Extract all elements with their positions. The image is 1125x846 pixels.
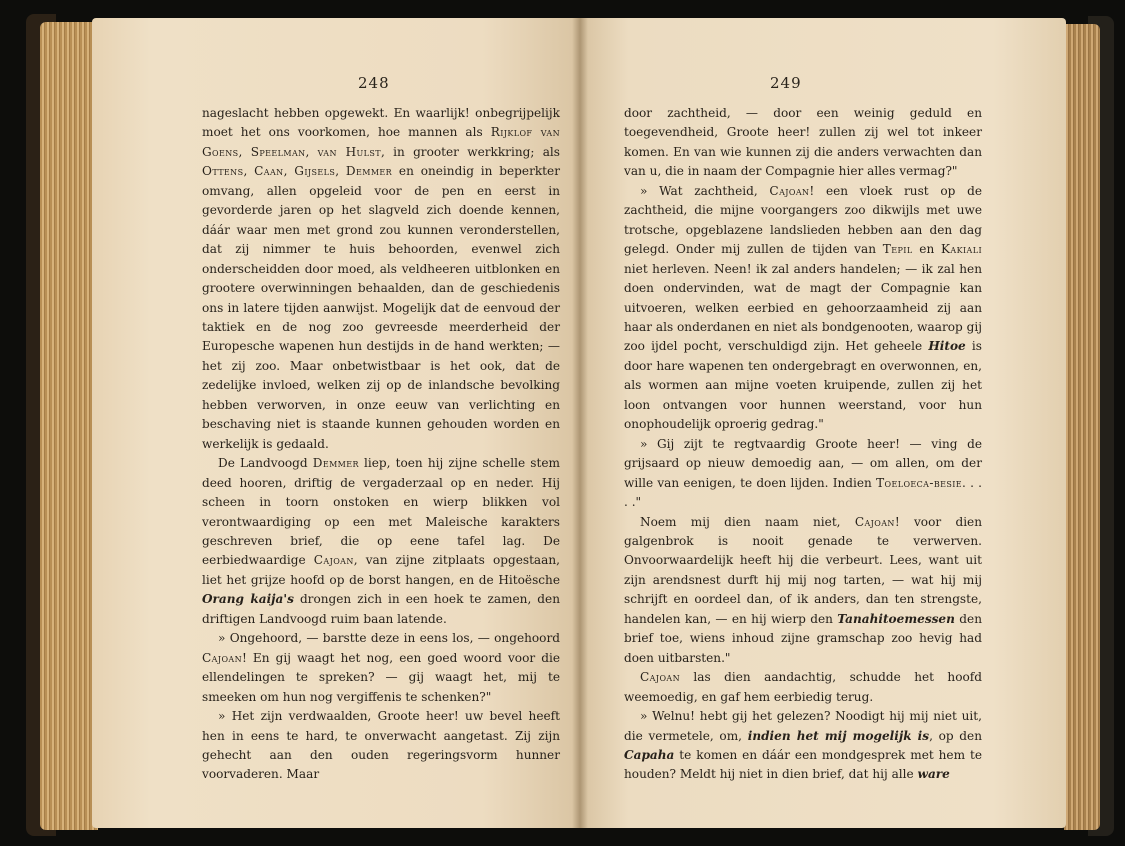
name-smallcaps: Cajoan (640, 670, 680, 685)
name-smallcaps: Ottens (202, 164, 244, 179)
name-smallcaps: Cajoan (769, 183, 810, 198)
text-run: ! En gij waagt het nog, een goed woord voor die ellendelingen te spreken? — gij waagt het, mij te smeeken om hun nog vergiffenis te schenken?" (202, 650, 560, 704)
emphasis-text: Orang kaija's (202, 592, 294, 607)
text-run: ! voor dien galgenbrok is nooit genade te verwerven. Onvoorwaardelijk heeft hij die verbeurt. Lees, want uit zijn arendsnest durft hij mij nog tarten, — wat hij mij schrijft en oordeel dan, of ik anders, dan ten strengste, handelen kan, — en hij wierp den (624, 514, 983, 626)
paragraph (624, 513, 982, 669)
paragraph (202, 454, 560, 629)
emphasis-text: ware (917, 767, 950, 782)
name-smallcaps: Gijsels (294, 164, 336, 179)
text-run: » Het zijn verdwaalden, Groote heer! uw bevel heeft hen in eens te hard, te onverwacht aangetast. Zij zijn gehecht aan den ouden regeringsvorm hunner voorvaderen. Maar (202, 709, 560, 782)
left-page (92, 18, 580, 828)
paragraph (624, 435, 982, 513)
page-edges-left (40, 22, 98, 830)
text-run: » Ongehoord, — barstte deze in eens los, — ongehoord (218, 631, 560, 646)
name-smallcaps: Kakiali (941, 242, 982, 257)
text-run: las dien aandachtig, schudde het hoofd weemoedig, en gaf hem eerbiedig terug. (624, 670, 982, 704)
text-run: » Gij zijt te regtvaardig Groote heer! — ving de grijsaard op nieuw demoedig aan, — om allen, om der wille van eenigen, te doen lijden. Indien (624, 436, 982, 490)
emphasis-text: indien het mij mogelijk is (747, 728, 930, 743)
text-run: » Welnu! hebt gij het gelezen? Noodigt hij mij niet uit, die vermetele, om, (624, 709, 982, 743)
text-run: De Landvoogd (218, 456, 313, 471)
text-run: , in grooter werkkring; als (381, 144, 561, 159)
text-run: niet herleven. Neen! ik zal anders handelen; — ik zal hen doen ondervinden, wat de magt der Compagnie kan uitvoeren, welken eerbied en gehoorzaamheid zij aan haar als onderdanen en niet als bondgenooten, waarop gij zoo ijdel pocht, verschuldigd zijn. Het geheele (624, 261, 982, 354)
emphasis-text: Capaha (624, 747, 675, 762)
text-run: , (305, 144, 318, 159)
name-smallcaps: Cajoan (202, 650, 242, 665)
name-smallcaps: van Hulst (317, 144, 381, 159)
book-gutter (572, 18, 588, 828)
text-run: door zachtheid, — door een weinig geduld en toegevendheid, Groote heer! zullen zij wel tot inkeer komen. En van wie kunnen zij die anders verwachten dan van u, die in naam der Compagnie hier alles vermag?" (624, 106, 982, 179)
paragraph (202, 707, 560, 785)
text-run: ! een vloek rust op de zachtheid, die mijne voorgangers zoo dikwijls met uwe trotsche, opgeblazene landslieden hebben aan den dag gelegd. Onder mij zullen de tijden van (624, 183, 982, 257)
text-run: liep, toen hij zijne schelle stem deed hooren, driftig de vergaderzaal op en neder. Hij scheen in toorn onstoken en wierp blikken vol verontwaardiging op een met Maleische karakters geschreven brief, die op eene tafel lag. De eerbiedwaardige (202, 456, 560, 568)
text-run: Noem mij dien naam niet, (640, 514, 855, 529)
text-run: nageslacht hebben opgewekt. En waarlijk! onbegrijpelijk moet het ons voorkomen, hoe mannen als (202, 106, 560, 140)
page-number-left: 248 (358, 74, 390, 92)
text-run: , (238, 144, 251, 159)
emphasis-text: Hitoe (928, 339, 966, 354)
name-smallcaps: Tepil (882, 242, 913, 257)
paragraph (624, 182, 982, 435)
text-run: . . . . ." (624, 475, 982, 510)
name-smallcaps: Toeloeca-besie (876, 475, 963, 490)
text-run: , (243, 164, 255, 179)
text-run: en oneindig in beperkter omvang, allen opgeleid voor de pen en eerst in gevorderde jaren op het slagveld zich doende kennen, dáár waar men met grond zou kunnen veronderstellen, dat zij nimmer te huis behoorden, evenwel zich onderscheidden door moed, als veldheeren uitblonken en grootere overwinningen behaalden, dan de geschiedenis ons in latere tijden aanwijst. Mogelijk dat de eenvoud der taktiek en de nog zoo gevreesde meerderheid der Europesche wapenen hun destijds in de hand werkten; — het zij zoo. Maar onbetwistbaar is het ook, dat de zedelijke invloed, welken zij op de inlandsche bevolking hebben verworven, in onze eeuw van verlichting en beschaving niet is staande kunnen gehouden worden en werkelijk is gedaald. (202, 164, 560, 451)
left-page-text (202, 104, 560, 785)
emphasis-text: Tanahitoemessen (837, 611, 955, 626)
paragraph (202, 104, 560, 454)
paragraph (624, 668, 982, 707)
paragraph (202, 629, 560, 707)
name-smallcaps: Cajoan (854, 514, 895, 529)
page-number-right: 249 (770, 74, 802, 92)
right-page-text (624, 104, 982, 785)
text-run: , op den (929, 728, 982, 743)
text-run: , (335, 164, 346, 179)
text-run: en (912, 242, 941, 257)
name-smallcaps: Speelman (250, 144, 306, 159)
name-smallcaps: Cajoan (313, 553, 354, 568)
text-run: is door hare wapenen ten ondergebragt en overwonnen, en, als wormen aan mijne voeten kruipende, zullen zij het loon ontvangen voor hunnen weerstand, voor hun onophoudelijk oproerig gedrag." (624, 339, 982, 432)
right-page (580, 18, 1066, 828)
paragraph (624, 104, 982, 182)
text-run: » Wat zachtheid, (640, 183, 770, 198)
name-smallcaps: Demmer (345, 164, 393, 179)
name-smallcaps: Caan (254, 164, 284, 179)
name-smallcaps: Rijklof van Goens (202, 125, 560, 159)
name-smallcaps: Demmer (312, 456, 359, 471)
page-edges-right (1064, 24, 1100, 830)
text-run: den brief toe, wiens inhoud zijne gramschap zoo hevig had doen uitbarsten." (624, 611, 982, 665)
text-run: te komen en dáár een mondgesprek met hem te houden? Meldt hij niet in dien brief, dat hij alle (624, 747, 982, 782)
text-run: , van zijne zitplaats opgestaan, liet het grijze hoofd op de borst hangen, en de Hitoësche (202, 553, 560, 587)
text-run: , (283, 164, 295, 179)
text-run: drongen zich in een hoek te zamen, den driftigen Landvoogd ruim baan latende. (202, 592, 560, 626)
paragraph (624, 707, 982, 785)
